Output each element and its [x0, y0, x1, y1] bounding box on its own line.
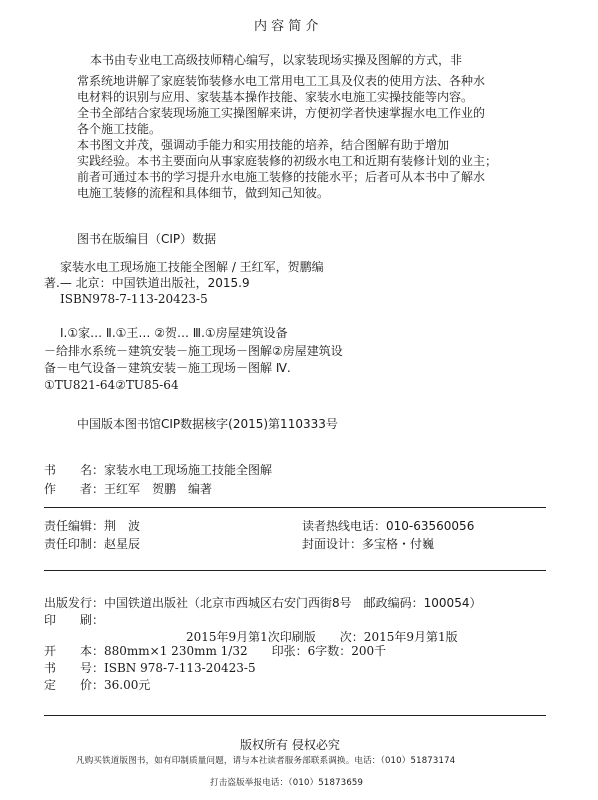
intro-line: 全书全部结合家装现场施工实操图解来讲，方便初学者快速掌握水电工作业的	[77, 106, 486, 120]
intro-line: 电施工装修的流程和具体细节，做到知己知彼。	[77, 186, 330, 200]
printing-label: 责任印制：	[44, 537, 105, 551]
cover-name: 多宝格・付巍	[362, 537, 435, 551]
intro-line: 电材料的识别与应用、家装基本操作技能、家装水电施工实操技能等内容。	[77, 90, 474, 104]
format-row	[44, 644, 386, 658]
cover-label: 封面设计：	[302, 537, 363, 551]
format-label: 开 本：	[44, 644, 105, 658]
hotline-value: 010-63560056	[386, 519, 475, 533]
cip-class-line: Ⅰ.①家… Ⅱ.①王… ②贺… Ⅲ.①房屋建筑设备	[60, 326, 288, 340]
editor-label: 责任编辑：	[44, 519, 105, 533]
publisher-value: 中国铁道出版社（北京市西城区右安门西街8号 邮政编码：100054）	[104, 596, 482, 610]
cip-class-line: 备－电气设备－建筑安装－施工现场－图解 Ⅳ.	[44, 361, 291, 375]
print-row	[44, 613, 104, 627]
divider	[44, 715, 546, 716]
book-title: 家装水电工现场施工技能全图解	[104, 463, 273, 477]
print-label: 印 刷：	[44, 613, 105, 627]
intro-line: 本书图文并茂，强调动手能力和实用技能的培养，结合图解有助于增加	[77, 138, 450, 152]
price-row	[44, 678, 150, 692]
cip-heading: 图书在版编目（CIP）数据	[77, 232, 217, 246]
book-author-label: 作 者：	[44, 482, 105, 496]
book-author-row	[44, 482, 212, 496]
intro-line: 各个施工技能。	[77, 122, 162, 136]
editor-row	[44, 519, 140, 533]
hotline-label: 读者热线电话：	[302, 519, 387, 533]
hotline-row	[302, 519, 474, 533]
divider	[44, 507, 546, 508]
cip-isbn: ISBN978-7-113-20423-5	[60, 292, 208, 306]
number-value: ISBN 978-7-113-20423-5	[104, 661, 256, 675]
publisher-label: 出版发行：	[44, 596, 105, 610]
cip-class-line: －给排水系统－建筑安装－施工现场－图解②房屋建筑设	[44, 344, 343, 358]
intro-line: 常系统地讲解了家庭装饰装修水电工常用电工工具及仪表的使用方法、各种水	[77, 74, 486, 88]
book-title-label: 书 名：	[44, 463, 105, 477]
cover-row	[302, 537, 434, 551]
edition-row: 2015年9月第1次印刷版 次：2015年9月第1版	[186, 630, 458, 644]
intro-line: 前者可通过本书的学习提升水电施工装修的技能水平；后者可从本书中了解水	[77, 170, 486, 184]
price-label: 定 价：	[44, 678, 105, 692]
piracy-notice: 打击盗版举报电话：（010）51873659	[210, 778, 364, 788]
quality-notice: 凡购买铁道版图书，如有印制质量问题，请与本社读者服务部联系调换。电话：（010）51873174	[76, 756, 456, 766]
cip-record: 中国版本图书馆CIP数据核字(2015)第110333号	[77, 417, 338, 431]
format-value: 880mm×1 230mm 1/32 印张：6字数：200千	[104, 644, 387, 658]
intro-line: 实践经验。本书主要面向从事家庭装修的初级水电工和近期有装修计划的业主；	[77, 154, 498, 168]
rights-notice: 版权所有 侵权必究	[240, 738, 340, 752]
divider	[44, 570, 546, 571]
book-author: 王红军 贺鹏 编著	[104, 482, 213, 496]
cip-line: 家装水电工现场施工技能全图解 / 王红军，贺鹏编	[60, 260, 324, 274]
publisher-row	[44, 596, 481, 610]
price-value: 36.00元	[104, 678, 151, 692]
page-title: 内 容 简 介	[254, 19, 319, 34]
cip-line: 著.— 北京：中国铁道出版社，2015.9	[44, 276, 250, 290]
number-row	[44, 661, 256, 675]
editor-name: 荆 波	[104, 519, 141, 533]
number-label: 书 号：	[44, 661, 105, 675]
printing-name: 赵星辰	[104, 537, 141, 551]
printing-row	[44, 537, 140, 551]
cip-class-line: ①TU821-64②TU85-64	[44, 378, 179, 392]
intro-line: 本书由专业电工高级技师精心编写，以家装现场实操及图解的方式，非	[90, 53, 463, 67]
book-title-row	[44, 463, 272, 477]
